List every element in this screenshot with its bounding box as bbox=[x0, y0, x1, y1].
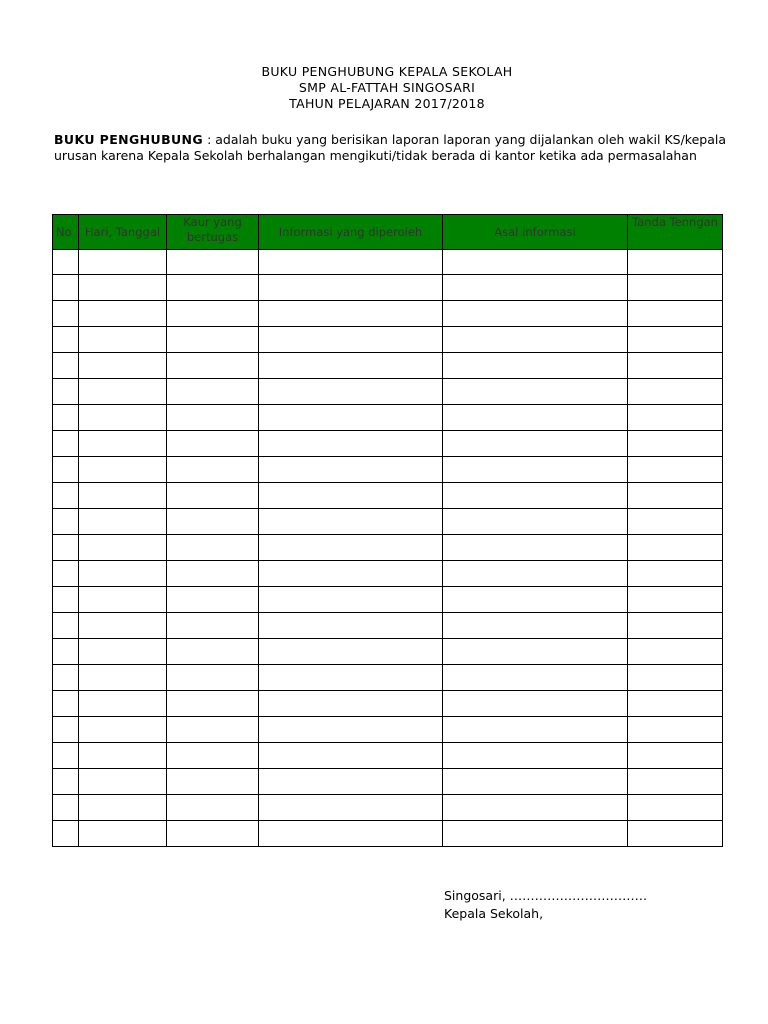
table-row bbox=[53, 795, 723, 821]
cell-no bbox=[53, 431, 79, 457]
cell-date bbox=[79, 769, 167, 795]
cell-source bbox=[443, 535, 628, 561]
cell-no bbox=[53, 691, 79, 717]
cell-officer bbox=[167, 483, 259, 509]
table-row bbox=[53, 327, 723, 353]
cell-date bbox=[79, 250, 167, 275]
column-header-signature: Tanda Tenngan bbox=[628, 215, 723, 250]
table-row bbox=[53, 743, 723, 769]
cell-date bbox=[79, 457, 167, 483]
cell-signature bbox=[628, 250, 723, 275]
cell-signature bbox=[628, 353, 723, 379]
cell-date bbox=[79, 821, 167, 847]
intro-term: BUKU PENGHUBUNG bbox=[54, 132, 204, 147]
cell-info bbox=[259, 691, 443, 717]
cell-info bbox=[259, 561, 443, 587]
cell-signature bbox=[628, 717, 723, 743]
cell-signature bbox=[628, 379, 723, 405]
cell-info bbox=[259, 665, 443, 691]
cell-source bbox=[443, 509, 628, 535]
cell-info bbox=[259, 431, 443, 457]
cell-signature bbox=[628, 405, 723, 431]
cell-date bbox=[79, 431, 167, 457]
cell-source bbox=[443, 743, 628, 769]
cell-signature bbox=[628, 275, 723, 301]
cell-signature bbox=[628, 821, 723, 847]
cell-officer bbox=[167, 301, 259, 327]
cell-officer bbox=[167, 613, 259, 639]
cell-signature bbox=[628, 691, 723, 717]
cell-no bbox=[53, 743, 79, 769]
table-row bbox=[53, 431, 723, 457]
intro-text: : adalah buku yang berisikan laporan laporan yang dijalankan oleh wakil KS/kepala urusan karena Kepala Sekolah berhalangan mengikuti/tidak berada di kantor ketika ada permasalahan bbox=[54, 132, 727, 163]
cell-no bbox=[53, 509, 79, 535]
cell-date bbox=[79, 379, 167, 405]
cell-info bbox=[259, 405, 443, 431]
cell-info bbox=[259, 535, 443, 561]
table-row bbox=[53, 613, 723, 639]
signature-block bbox=[444, 887, 647, 923]
cell-no bbox=[53, 795, 79, 821]
signature-place-date: Singosari, …………………………… bbox=[444, 888, 648, 903]
cell-info bbox=[259, 821, 443, 847]
cell-source bbox=[443, 379, 628, 405]
cell-source bbox=[443, 301, 628, 327]
cell-source bbox=[443, 275, 628, 301]
cell-no bbox=[53, 561, 79, 587]
cell-source bbox=[443, 769, 628, 795]
cell-officer bbox=[167, 353, 259, 379]
cell-date bbox=[79, 275, 167, 301]
school-name: SMP AL-FATTAH SINGOSARI bbox=[298, 80, 476, 95]
cell-signature bbox=[628, 769, 723, 795]
column-header-no: No bbox=[53, 215, 79, 250]
cell-source bbox=[443, 665, 628, 691]
cell-date bbox=[79, 561, 167, 587]
cell-info bbox=[259, 639, 443, 665]
table-body bbox=[53, 250, 723, 847]
table-row bbox=[53, 353, 723, 379]
cell-source bbox=[443, 795, 628, 821]
cell-no bbox=[53, 639, 79, 665]
cell-signature bbox=[628, 509, 723, 535]
cell-no bbox=[53, 250, 79, 275]
cell-officer bbox=[167, 587, 259, 613]
table-row bbox=[53, 379, 723, 405]
cell-info bbox=[259, 717, 443, 743]
intro-paragraph bbox=[54, 132, 734, 164]
cell-info bbox=[259, 743, 443, 769]
cell-source bbox=[443, 717, 628, 743]
table-header-row bbox=[53, 215, 723, 250]
cell-officer bbox=[167, 431, 259, 457]
table-row bbox=[53, 639, 723, 665]
signature-role: Kepala Sekolah, bbox=[444, 906, 544, 921]
cell-info bbox=[259, 769, 443, 795]
cell-officer bbox=[167, 535, 259, 561]
cell-date bbox=[79, 509, 167, 535]
cell-info bbox=[259, 795, 443, 821]
cell-date bbox=[79, 405, 167, 431]
table-row bbox=[53, 691, 723, 717]
cell-signature bbox=[628, 457, 723, 483]
cell-no bbox=[53, 353, 79, 379]
cell-no bbox=[53, 275, 79, 301]
cell-no bbox=[53, 587, 79, 613]
cell-date bbox=[79, 717, 167, 743]
table-row bbox=[53, 665, 723, 691]
table-row bbox=[53, 821, 723, 847]
cell-no bbox=[53, 769, 79, 795]
cell-date bbox=[79, 483, 167, 509]
cell-signature bbox=[628, 535, 723, 561]
cell-source bbox=[443, 353, 628, 379]
cell-officer bbox=[167, 457, 259, 483]
cell-signature bbox=[628, 431, 723, 457]
cell-no bbox=[53, 301, 79, 327]
table-row bbox=[53, 535, 723, 561]
cell-no bbox=[53, 457, 79, 483]
cell-source bbox=[443, 457, 628, 483]
table-row bbox=[53, 717, 723, 743]
cell-source bbox=[443, 250, 628, 275]
cell-source bbox=[443, 327, 628, 353]
cell-officer bbox=[167, 821, 259, 847]
cell-info bbox=[259, 509, 443, 535]
cell-source bbox=[443, 639, 628, 665]
cell-officer bbox=[167, 769, 259, 795]
document-title: BUKU PENGHUBUNG KEPALA SEKOLAH bbox=[261, 64, 513, 79]
cell-date bbox=[79, 639, 167, 665]
table-row bbox=[53, 509, 723, 535]
cell-no bbox=[53, 327, 79, 353]
cell-signature bbox=[628, 613, 723, 639]
report-log-table bbox=[52, 214, 723, 847]
table-row bbox=[53, 301, 723, 327]
cell-date bbox=[79, 795, 167, 821]
cell-no bbox=[53, 613, 79, 639]
cell-officer bbox=[167, 639, 259, 665]
document-title-block bbox=[0, 64, 768, 112]
cell-officer bbox=[167, 379, 259, 405]
table-row bbox=[53, 483, 723, 509]
cell-officer bbox=[167, 743, 259, 769]
column-header-source: Asal Informasi bbox=[443, 215, 628, 250]
cell-info bbox=[259, 250, 443, 275]
cell-signature bbox=[628, 301, 723, 327]
cell-officer bbox=[167, 405, 259, 431]
cell-source bbox=[443, 821, 628, 847]
cell-signature bbox=[628, 327, 723, 353]
cell-officer bbox=[167, 250, 259, 275]
cell-source bbox=[443, 587, 628, 613]
cell-date bbox=[79, 743, 167, 769]
cell-source bbox=[443, 613, 628, 639]
cell-signature bbox=[628, 639, 723, 665]
cell-no bbox=[53, 821, 79, 847]
cell-date bbox=[79, 301, 167, 327]
cell-date bbox=[79, 691, 167, 717]
cell-info bbox=[259, 301, 443, 327]
table-row bbox=[53, 769, 723, 795]
table-row bbox=[53, 405, 723, 431]
cell-no bbox=[53, 665, 79, 691]
cell-date bbox=[79, 353, 167, 379]
cell-info bbox=[259, 483, 443, 509]
cell-date bbox=[79, 535, 167, 561]
column-header-date: Hari, Tanggal bbox=[79, 215, 167, 250]
column-header-info: Informasi yang diperoleh bbox=[259, 215, 443, 250]
table-row bbox=[53, 275, 723, 301]
cell-signature bbox=[628, 561, 723, 587]
cell-source bbox=[443, 691, 628, 717]
cell-signature bbox=[628, 743, 723, 769]
cell-info bbox=[259, 353, 443, 379]
cell-info bbox=[259, 587, 443, 613]
cell-officer bbox=[167, 561, 259, 587]
cell-officer bbox=[167, 327, 259, 353]
cell-no bbox=[53, 717, 79, 743]
cell-info bbox=[259, 327, 443, 353]
cell-officer bbox=[167, 795, 259, 821]
cell-date bbox=[79, 587, 167, 613]
cell-officer bbox=[167, 717, 259, 743]
cell-info bbox=[259, 613, 443, 639]
cell-signature bbox=[628, 665, 723, 691]
cell-no bbox=[53, 379, 79, 405]
table-row bbox=[53, 587, 723, 613]
cell-signature bbox=[628, 795, 723, 821]
cell-source bbox=[443, 405, 628, 431]
cell-source bbox=[443, 483, 628, 509]
cell-officer bbox=[167, 691, 259, 717]
cell-no bbox=[53, 405, 79, 431]
cell-date bbox=[79, 665, 167, 691]
cell-source bbox=[443, 431, 628, 457]
table-row bbox=[53, 561, 723, 587]
cell-info bbox=[259, 379, 443, 405]
table-row bbox=[53, 250, 723, 275]
cell-signature bbox=[628, 483, 723, 509]
academic-year: TAHUN PELAJARAN 2017/2018 bbox=[289, 96, 485, 111]
table-row bbox=[53, 457, 723, 483]
cell-no bbox=[53, 483, 79, 509]
cell-date bbox=[79, 613, 167, 639]
cell-info bbox=[259, 275, 443, 301]
cell-officer bbox=[167, 509, 259, 535]
cell-officer bbox=[167, 275, 259, 301]
cell-officer bbox=[167, 665, 259, 691]
cell-signature bbox=[628, 587, 723, 613]
cell-date bbox=[79, 327, 167, 353]
cell-no bbox=[53, 535, 79, 561]
cell-source bbox=[443, 561, 628, 587]
column-header-officer: Kaur yang bertugas bbox=[167, 215, 259, 250]
cell-info bbox=[259, 457, 443, 483]
